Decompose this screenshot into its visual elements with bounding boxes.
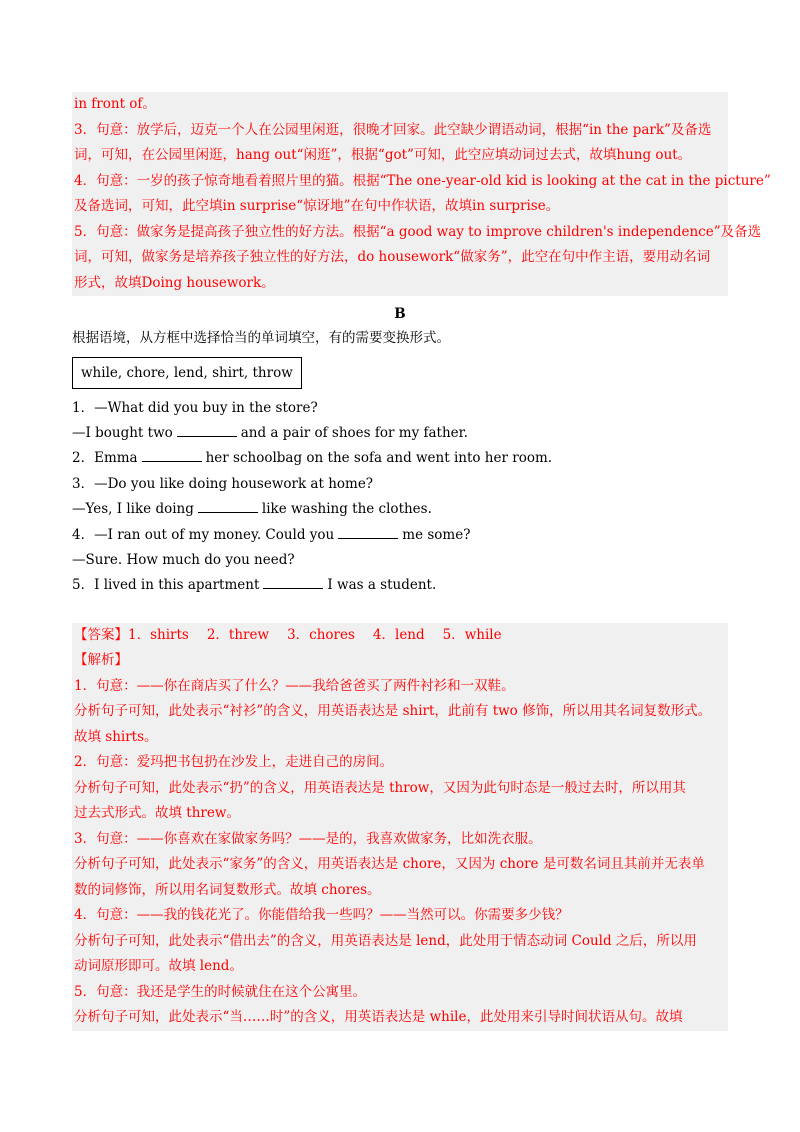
question-line: —Yes, I like doing like washing the clothes. bbox=[72, 501, 432, 518]
answer-label: 【答案】 bbox=[74, 626, 128, 643]
question-line: —I bought two and a pair of shoes for my father. bbox=[72, 424, 468, 441]
question-line: 2．Emma her schoolbag on the sofa and went into her room. bbox=[72, 450, 553, 467]
answer-blank[interactable] bbox=[142, 449, 202, 462]
analysis-line: 词，可知，做家务是培养孩子独立性的好方法，do housework“做家务”，此空在句中作主语，要用动名词 bbox=[74, 249, 711, 265]
analysis-line: 1．句意：——你在商店买了什么？——我给爸爸买了两件衬衫和一双鞋。 bbox=[74, 677, 515, 694]
analysis-line: in front of。 bbox=[74, 96, 156, 112]
answer-block bbox=[72, 623, 728, 1031]
answer-blank[interactable] bbox=[198, 500, 258, 513]
analysis-line: 5．句意：我还是学生的时候就住在这个公寓里。 bbox=[74, 983, 367, 1000]
analysis-line: 过去式形式。故填 threw。 bbox=[74, 805, 240, 822]
analysis-line: 故填 shirts。 bbox=[74, 728, 158, 745]
instruction: 根据语境，从方框中选择恰当的单词填空，有的需要变换形式。 bbox=[72, 330, 450, 346]
analysis-line: 及备选词，可知，此空填in surprise“惊讶地”在句中作状语，故填in surprise。 bbox=[74, 198, 560, 214]
answer-item: 3．chores bbox=[287, 626, 355, 643]
question-line: 1．—What did you buy in the store? bbox=[72, 399, 318, 416]
analysis-line: 3．句意：——你喜欢在家做家务吗？——是的，我喜欢做家务，比如洗衣服。 bbox=[74, 830, 542, 847]
analysis-line: 3．句意：放学后，迈克一个人在公园里闲逛，很晚才回家。此空缺少谓语动词，根据“in the park”及备选 bbox=[74, 121, 712, 138]
word-box: while, chore, lend, shirt, throw bbox=[72, 357, 302, 389]
question-line: 4．—I ran out of my money. Could you me some? bbox=[72, 526, 471, 543]
analysis-line: 4．句意：一岁的孩子惊奇地看着照片里的猫。根据“The one-year-old kid is looking at the cat in the picture” bbox=[74, 172, 771, 189]
answer-item: 4．lend bbox=[372, 626, 425, 643]
answer-blank[interactable] bbox=[177, 424, 237, 437]
answer-line bbox=[74, 623, 726, 649]
analysis-line: 分析句子可知，此处表示“借出去”的含义，用英语表达是 lend，此处用于情态动词 Could 之后，所以用 bbox=[74, 932, 697, 949]
analysis-line: 5．句意：做家务是提高孩子独立性的好方法。根据“a good way to improve children's independence”及备选 bbox=[74, 223, 762, 240]
analysis-line: 分析句子可知，此处表示“当……时”的含义，用英语表达是 while，此处用来引导时间状语从句。故填 bbox=[74, 1009, 683, 1026]
analysis-line: 词，可知，在公园里闲逛，hang out“闲逛”，根据“got”可知，此空应填动词过去式，故填hung out。 bbox=[74, 147, 692, 163]
section-title: B bbox=[394, 306, 406, 322]
analysis-label: 【解析】 bbox=[74, 652, 128, 669]
analysis-line: 动词原形即可。故填 lend。 bbox=[74, 958, 243, 975]
question-line: 5．I lived in this apartment I was a student. bbox=[72, 577, 437, 594]
question-line: —Sure. How much do you need? bbox=[72, 551, 295, 568]
analysis-line: 分析句子可知，此处表示“家务”的含义，用英语表达是 chore，又因为 chore 是可数名词且其前并无表单 bbox=[74, 856, 705, 873]
analysis-line: 形式，故填Doing housework。 bbox=[74, 274, 275, 291]
analysis-line: 分析句子可知，此处表示“衬衫”的含义，用英语表达是 shirt，此前有 two 修饰，所以用其名词复数形式。 bbox=[74, 703, 712, 720]
question-list bbox=[72, 396, 728, 599]
analysis-line: 4．句意：——我的钱花光了。你能借给我一些吗？——当然可以。你需要多少钱？ bbox=[74, 907, 569, 924]
analysis-line: 数的词修饰，所以用名词复数形式。故填 chores。 bbox=[74, 881, 381, 898]
document-page bbox=[72, 92, 771, 1031]
answer-item: 5．while bbox=[442, 626, 502, 643]
question-line: 3．—Do you like doing housework at home? bbox=[72, 475, 374, 492]
previous-analysis-block bbox=[72, 92, 771, 296]
analysis-line: 分析句子可知，此处表示“扔”的含义，用英语表达是 throw，又因为此句时态是一般过去时，所以用其 bbox=[74, 779, 686, 796]
analysis-line: 2．句意：爱玛把书包扔在沙发上，走进自己的房间。 bbox=[74, 754, 394, 771]
answer-item: 2．threw bbox=[206, 626, 270, 643]
answer-blank[interactable] bbox=[263, 576, 323, 589]
answer-item: 1．shirts bbox=[128, 626, 189, 643]
answer-blank[interactable] bbox=[338, 526, 398, 539]
